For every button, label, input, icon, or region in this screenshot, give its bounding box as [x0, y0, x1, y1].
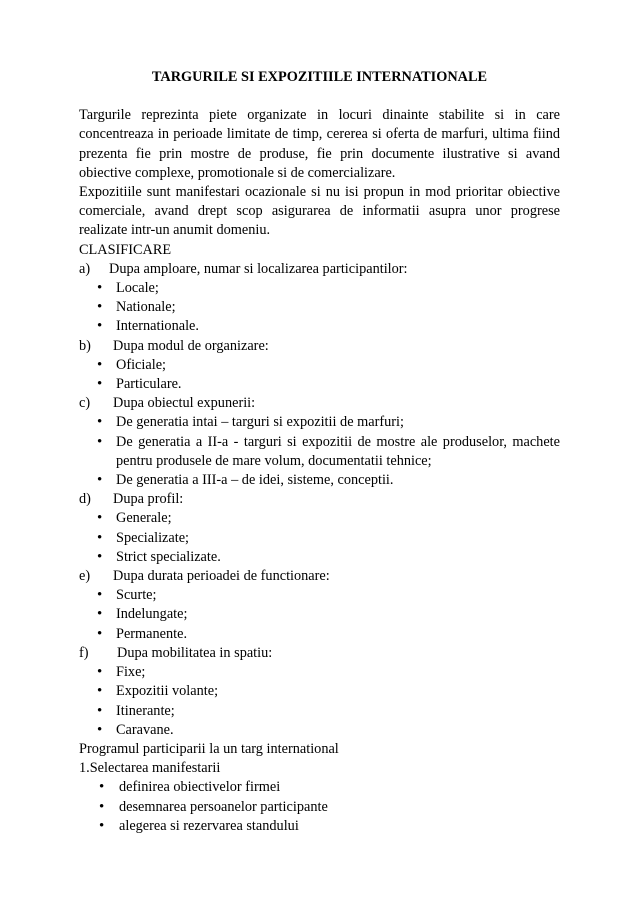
program-heading: Programul participarii la un targ international: [79, 740, 339, 757]
section-heading: Dupa obiectul expunerii:: [113, 395, 256, 412]
list-item: • Itinerante;: [79, 702, 560, 721]
section-a: [79, 260, 560, 337]
list-item: • Caravane.: [79, 721, 560, 740]
section-heading: Dupa durata perioadei de functionare:: [113, 568, 330, 585]
section-e: [79, 567, 560, 644]
section-heading: Dupa profil:: [113, 491, 184, 508]
list-item: • Internationale.: [79, 317, 560, 336]
section-d: [79, 490, 560, 567]
step1-list: [79, 778, 560, 836]
section-heading: Dupa mobilitatea in spatiu:: [117, 644, 273, 661]
document-page: [79, 68, 560, 836]
intro-paragraph-targuri: Targurile reprezinta piete organizate in locuri dinainte stabilite si in care concentreaza in perioade limitate de timp, cererea si oferta de marfuri, ultima fiind prezenta fie prin mostre de produse, fie prin documente ilustrative si avand obiective complexe, promotionale si de comercializare.: [79, 107, 560, 181]
list-item: • Locale;: [79, 279, 560, 298]
list-item: • Specializate;: [79, 529, 560, 548]
section-letter: e): [79, 568, 91, 585]
list-item: • De generatia a II-a - targuri si expozitii de mostre ale produselor, machete pentru produsele de mare volum, documentatii tehnice;: [79, 433, 560, 471]
list-item: • Fixe;: [79, 663, 560, 682]
list-item: • Scurte;: [79, 586, 560, 605]
list-item: • Nationale;: [79, 298, 560, 317]
section-b: [79, 337, 560, 395]
section-letter: c): [79, 395, 91, 412]
list-item: • Permanente.: [79, 625, 560, 644]
list-item: • De generatia a III-a – de idei, sisteme, conceptii.: [79, 471, 560, 490]
section-letter: a): [79, 260, 91, 277]
section-heading: Dupa amploare, numar si localizarea participantilor:: [109, 260, 408, 277]
section-letter: f): [79, 644, 89, 661]
step1-heading: 1.Selectarea manifestarii: [79, 760, 221, 777]
intro-paragraph-expozitii: Expozitiile sunt manifestari ocazionale si nu isi propun in mod prioritar obiective comerciale, avand drept scop asigurarea de informatii asupra unor progrese realizate intr-un anumit domeniu.: [79, 184, 560, 239]
list-item: • Particulare.: [79, 375, 560, 394]
list-item: • desemnarea persoanelor participante: [79, 798, 560, 817]
list-item: • Expozitii volante;: [79, 682, 560, 701]
list-item: • Oficiale;: [79, 356, 560, 375]
list-item: • Strict specializate.: [79, 548, 560, 567]
section-letter: b): [79, 337, 91, 354]
page-title: TARGURILE SI EXPOZITIILE INTERNATIONALE: [151, 69, 488, 85]
section-f: [79, 644, 560, 740]
list-item: • alegerea si rezervarea standului: [79, 817, 560, 836]
list-item: • Indelungate;: [79, 605, 560, 624]
list-item: • Generale;: [79, 509, 560, 528]
section-heading: Dupa modul de organizare:: [113, 337, 269, 354]
list-item: • definirea obiectivelor firmei: [79, 778, 560, 797]
clasificare-heading: CLASIFICARE: [79, 241, 172, 258]
section-letter: d): [79, 491, 91, 508]
section-c: [79, 394, 560, 490]
list-item: • De generatia intai – targuri si expozitii de marfuri;: [79, 413, 560, 432]
